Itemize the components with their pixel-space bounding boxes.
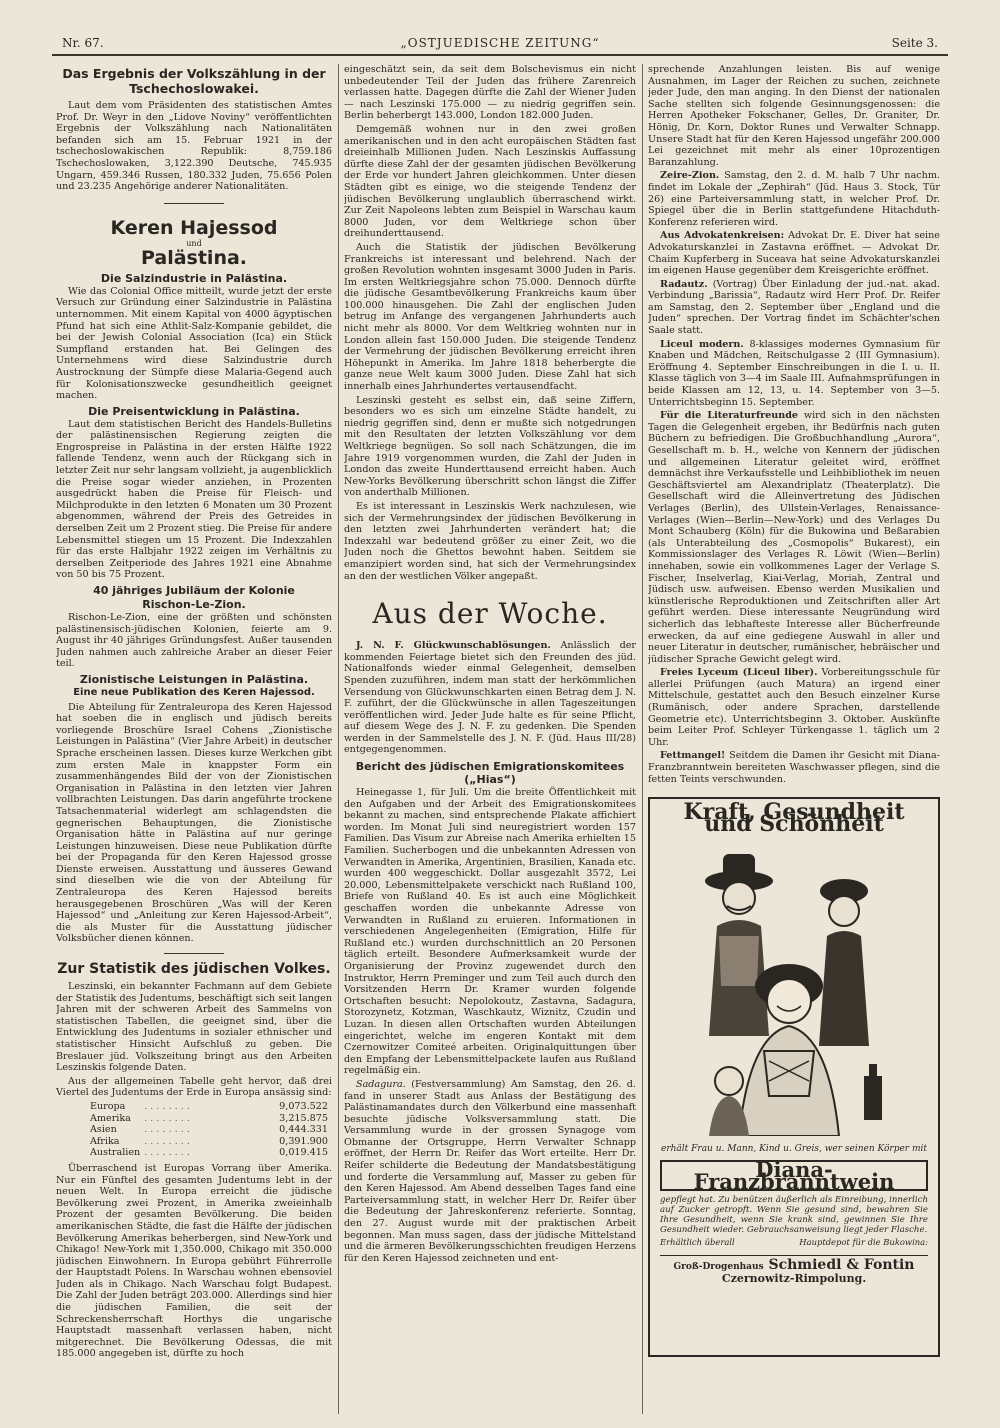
article-paragraph: Aus der allgemeinen Tabelle geht hervor, daß drei Viertel des Judentums der Erde in Europa ansässig sind:	[56, 1075, 332, 1099]
section-title-palaestina: Palästina.	[140, 246, 248, 269]
news-item-zeire	[648, 170, 940, 228]
article-title-salt: Die Salzindustrie in Palästina.	[100, 271, 288, 285]
news-lead: Für die Literaturfreunde	[660, 410, 799, 422]
table-row	[90, 1113, 332, 1125]
table-row	[90, 1136, 332, 1148]
article-title-jubilee: 40 jähriges Jubiläum der Kolonie	[93, 584, 295, 597]
news-lead: J. N. F. Glückwunschablösungen.	[356, 640, 551, 652]
section-title-woche: Aus der Woche.	[372, 597, 608, 631]
table-leader: . . . . . . . .	[144, 1147, 190, 1159]
table-cell-region: Europa	[90, 1100, 126, 1112]
page-header	[52, 32, 948, 56]
news-lead: Liceul modern.	[660, 338, 744, 350]
news-text: Seitdem die Damen ihr Gesicht mit Diana-Franzbranntwein bereiteten Waschwasser pflegen, sind die fetten Teints verschwunden.	[648, 750, 940, 785]
article-paragraph: Es ist interessant in Leszinskis Werk nachzulesen, wie sich der Vermehrungsindex der jüdischen Bevölkerung in den letzten zwei Jahrhunderten verändert hat; die Indexzahl war bedeutend größer zu einer Zeit, wo die Juden noch die Ghettos bewohnt haben. Seitdem sie emanzipiert worden sind, hat sich der Vermehrungsindex an den der westlichen Völker angepaßt.	[344, 500, 636, 582]
article-paragraph: Überraschend ist Europas Vorrang über Amerika. Nur ein Fünftel des gesamten Judentums lebt in der neuen Welt. In Europa erreicht die jüdische Bevölkerung zwei Prozent, in Amerika zweieinhalb Prozent der gesamten Bevölkerung. Die beiden amerikanischen Städte, die fast die Hälfte der jüdischen Bevölkerung Amerikas beherbergen, sind New-York und Chikago! New-York mit 1,350.000, Chikago mit 350.000 jüdischen Einwohnern. In Europa gebührt Führerrolle der Hauptstadt Polens. In Warschau wohnen ebensoviel Juden als in Chikago. Nach Warschau folgt Budapest. Die Zahl der Juden beträgt 203.000. Allerdings sind hier die jüdischen Familien, die seit der Schreckensherrschaft Horthys die ungarische Hauptstadt massenhaft verlassen haben, nicht mitgerechnet. Die Bevölkerung Odessas, die mit 185.000 angegeben ist, dürfte zu hoch	[56, 1162, 332, 1360]
table-row	[90, 1101, 332, 1113]
ad-shop-type: Groß-Drogenhaus	[673, 1261, 764, 1272]
ad-text: gepflegt hat. Zu benützen äußerlich als Einreibung, innerlich auf Zucker getropft. Wenn Sie gesund sind, bewahren Sie Ihre Gesundheit, wenn Sie krank sind, gewinnen Sie Ihre Gesundheit wieder. Gebrauchsanweisung liegt jeder Flasche.	[660, 1195, 928, 1236]
table-cell-value: 3,215.875	[279, 1112, 328, 1124]
divider	[164, 203, 224, 204]
column-rule	[642, 64, 643, 1414]
news-lead: Freies Lyceum (Liceul liber).	[660, 667, 818, 679]
advertisement	[648, 797, 940, 1357]
column-1	[56, 64, 332, 1414]
article-paragraph: Wie das Colonial Office mitteilt, wurde jetzt der erste Versuch zur Gründung einer Salzindustrie in Palästina unternommen. Mit einem Kapital von 4000 ägyptischen Pfund hat sich eine Athlit-Salz-Kompanie gebildet, die bei der Jewish Colonial Association (Ica) ein Stück Sumpfland erstanden hat. Bei Gelingen des Unternehmens wird diese Salzindustrie durch Austrocknung der Sümpfe diese Malaria-Gegend auch für Kolonisationszwecke gesundheitlich geeignet machen.	[56, 285, 332, 402]
article-paragraph: sprechende Anzahlungen leisten. Bis auf wenige Ausnahmen, im Lager der Reichen zu suchen, zeichnete jeder Jude, den man anging. In den Dienst der nationalen Sache stellten sich folgende Gesinnungsgenossen: die Herren Apotheker Fokschaner, Gelles, Dr. Graniter, Dr. Hönig, Dr. Korn, Doktor Runes und Verwalter Schnapp. Unsere Stadt hat für den Keren Hajessod ungefähr 200.000 Lei gezeichnet mit mehr als einer 10prozentigen Baranzahlung.	[648, 64, 940, 168]
article-title-prices: Die Preisentwicklung in Palästina.	[88, 404, 300, 418]
issue-number: Nr. 67.	[62, 36, 104, 50]
article-paragraph: Rischon-Le-Zion, eine der größten und schönsten palästinensisch-jüdischen Kolonien, feierte am 9. August ihr 40 jähriges Gründungsfest. Außer tausenden Juden nahmen auch zahlreiche Araber an dieser Feier teil.	[56, 612, 332, 670]
table-leader: . . . . . . . .	[144, 1112, 190, 1124]
article-paragraph: Die Abteilung für Zentraleuropa des Keren Hajessod hat soeben die in englisch und jüdisch bereits vorliegende Broschüre Israel Cohens „Zionistische Leistungen in Palästina“ (Vier Jahre Arbeit) in deutscher Sprache erscheinen lassen. Dieses kurze Werkchen gibt zum ersten Male in knappster Form ein zusammenhängendes Bild der von der Zionistischen Organisation in Palästina in den letzten vier Jahren vollbrachten Leistungen. Das darin angeführte trockene Tatsachenmaterial widerlegt am schlagendsten die gegnerischen Behauptungen, die Zionistische Organisation hätte in Palästina auf nur geringe Leistungen hinzuweisen. Diese neue Publikation dürfte bei der Propaganda für den Keren Hajessod grosse Dienste erweisen. Ausstattung und äusseres Gewand sind dieselben wie die von der Abteilung für Zentraleuropa des Keren Hajessod bereits herausgegebenen Broschüren „Was will der Keren Hajessod“ und „Anleitung zur Keren Hajessod-Arbeit“, die als Muster für die Ausstattung jüdischer Volksbücher dienen können.	[56, 701, 332, 945]
section-title-und: und	[186, 238, 202, 248]
ad-availability: Erhältlich überall	[660, 1237, 735, 1248]
news-item-liceul	[648, 339, 940, 409]
table-cell-region: Amerika	[90, 1112, 131, 1124]
article-paragraph: Leszinski, ein bekannter Fachmann auf dem Gebiete der Statistik des Judentums, beschäftigt sich seit langen Jahren mit der schweren Arbeit des Sammelns von statistischen Tabellen, die geeignet sind, über die Entwicklung des Judentums in sozialer ethnischer und statistischer Hinsicht Aufschluß zu geben. Die Breslauer jüd. Volkszeitung bringt aus den Arbeiten Leszinskis folgende Daten.	[56, 981, 332, 1074]
news-item-sadagura	[344, 1079, 636, 1265]
ad-availability-row	[660, 1237, 928, 1249]
news-lead: Sadagura.	[356, 1078, 406, 1090]
ad-brand: Diana-Franzbranntwein	[660, 1160, 928, 1191]
ad-shop	[660, 1255, 928, 1274]
news-lead: Zeire-Zion.	[660, 170, 720, 182]
article-title-jubilee-sub: Rischon-Le-Zion.	[142, 598, 246, 611]
article-subtitle-zionist: Eine neue Publikation des Keren Hajessod.	[73, 686, 315, 698]
news-text: Advokat Dr. E. Diver hat seine Advokaturskanzlei in Zastavna eröffnet. — Advokat Dr. Chaim Kupferberg in Suceava hat seine Advokaturskanzlei im eigenen Hause gegenüber dem Kreisgerichte eröffnet.	[648, 230, 940, 277]
column-rule	[338, 64, 339, 1414]
table-leader: . . . . . . . .	[144, 1100, 190, 1112]
news-text: Samstag, den 2. d. M. halb 7 Uhr nachm. findet im Lokale der „Zephirah“ (Jüd. Haus 3. Stock, Tür 26) eine Parteiversammlung statt, in welcher Prof. Dr. Spiegel über die in Berlin stattgefundene Hitachduth-Konferenz referieren wird.	[648, 170, 940, 228]
article-paragraph: Demgemäß wohnen nur in den zwei großen amerikanischen und in den acht europäischen Städten fast dreieinhalb Millionen Juden. Nach Leszinskis Auffassung dürfte diese Zahl der der gesamten jüdischen Bevölkerung der Erde vor hundert Jahren gleichkommen. Unter diesen Städten gibt es einige, wo die steigende Tendenz der jüdischen Bevölkerung unglaublich überraschend wirkt. Zur Zeit Napoleons lebten zum Beispiel in Warschau kaum 8000 Juden, vor dem Weltkriege schon über dreihunderttausend.	[344, 123, 636, 240]
ad-subtitle: erhält Frau u. Mann, Kind u. Greis, wer seinen Körper mit	[661, 1144, 927, 1155]
news-lead: Aus Advokatenkreisen:	[660, 230, 785, 242]
news-item-literatur	[648, 410, 940, 665]
news-text: (Festversammlung) Am Samstag, den 26. d. fand in unserer Stadt aus Anlass der Bestätigung des Palästinamandates durch den Völkerbund eine massenhaft besuchte jüdische Volksversammlung statt. Die Versammlung wurde in der grossen Synagoge vom Obmanne der Ortsgruppe, Herrn Verwalter Schnapp eröffnet, der Herrn Dr. Reifer das Wort erteilte. Herr Dr. Reifer schilderte die Bedeutung der Mandatsbestätigung und forderte die Versammlung auf, Masser zu geben für den Keren Hajessod. Am Abend desselben Tages fand eine Parteiversammlung statt, in welcher Herr Dr. Reifer über die Bedeutung der Jahreskonferenz referierte. Sonntag, den 27. August wurde mit der praktischen Arbeit begonnen. Man muss sagen, dass der jüdische Mittelstand und die ärmeren Bevölkerungsschichten freudigen Herzens für den Keren Hajessod zeichneten und ent-	[344, 1078, 636, 1264]
article-paragraph: Laut dem statistischen Bericht des Handels-Bulletins der palästinensischen Regierung zeigten die Engrospreise in Palästina in der ersten Hälfte 1922 fallende Tendenz, wenn auch der Rückgang sich in letzter Zeit nur sehr langsam vollzieht, ja augenblicklich die Preise sogar wieder anziehen, in Prozenten ausgedrückt haben die Preise für Fleisch- und Milchprodukte in den letzten 6 Monaten um 30 Prozent abgenommen, während der Preis des Getreides in derselben Zeit um 2 Prozent stieg. Die Preise für andere Lebensmittel stiegen um 15 Prozent. Die Indexzahlen für das erste Halbjahr 1922 zeigen im Verhältnis zu derselben Zeitperiode des Jahres 1921 eine Abnahme von 50 bis 75 Prozent.	[56, 418, 332, 581]
newspaper-title: „OSTJUEDISCHE ZEITUNG“	[400, 36, 600, 50]
ad-depot: Hauptdepot für die Bukowina:	[799, 1237, 928, 1248]
news-lead: Fettmangel!	[660, 750, 726, 762]
news-text: wird sich in den nächsten Tagen die Gelegenheit ergeben, ihr Bedürfnis nach guten Büchern zu befriedigen. Die Großbuchhandlung „Aurora“, Gesellschaft m. b. H., welche von Kennern der jüdischen und allgemeinen Literatur geleitet wird, eröffnet demnächst ihre Verkaufsstelle und Leihbibliothek im neuen Geschäftsviertel am Alexandriplatz (Theaterplatz). Die Gesellschaft wird die Alleinvertretung des Jüdischen Verlages (Berlin), des Ullstein-Verlages, Renaissance-Verlages (Wien—Berlin—New-York) und des Verlages Du Mont Schauberg (Köln) für die Bukowina und Beßarabien (als Unterabteilung des „Cosmopolis“ Bukarest), ein Kommissionslager des Verlages R. Löwit (Wien—Berlin) innehaben, sowie ein vollkommenes Lager der Verlage S. Fischer, Inselverlag, Kiai-Verlag, Moriah, Zentral und Jüdisch usw. aufweisen. Ebenso werden Musikalien und künstlerische Reproduktionen und Zeitschriften aller Art geführt werden. Diese interessante Neugründung wird sicherlich das lebhafteste Interesse aller Bücherfreunde erwecken, da auf eine gediegene Auswahl in aller und neuer Literatur in deutscher, rumänischer, hebräischer und jüdischer Sprache Gewicht gelegt wird.	[648, 410, 940, 665]
table-leader: . . . . . . . .	[144, 1124, 190, 1136]
page-number: Seite 3.	[891, 36, 938, 50]
article-title-hias: Bericht des jüdischen Emigrationskomitees („Hias“)	[355, 760, 625, 787]
news-item-lyceum	[648, 667, 940, 748]
article-paragraph: Heinegasse 1, für Juli. Um die breite Öffentlichkeit mit den Aufgaben und der Arbeit des Emigrationskomitees bekannt zu machen, sind entsprechende Plakate affichiert worden. Im Monat Juli sind neuregistriert worden 157 Familien. Das Visum zur Abreise nach Amerika erhielten 15 Familien. Sucherbogen und die unbekannten Adressen von Verwandten in Amerika, Argentinien, Brasilien, Kanada etc. wurden 400 weggeschickt. Dollar ausgezahlt 3572, Lei 20.000, Lebensmittelpakete verschickt nach Rußland 100, Briefe von Rußland 40. Es ist auch eine Möglichkeit geschaffen worden die unbekannte Adresse von Verwandten in Rußland zu eruieren. Informationen in verschiedenen Angelegenheiten (Emigration, Hilfe für Rußland etc.) wurden durchschnittlich an 20 Personen täglich erteilt. Besondere Aufmerksamkeit wurde der Organisierung der Provinz zugewendet durch den Instruktor, Herrn Preminger und zum Teil auch durch den Vorsitzenden Herrn Dr. Kramer wurden folgende Ortschaften besucht: Nepolokoutz, Zastavna, Sadagura, Storozynetz, Kotzman, Waschkautz, Wiznitz, Czudin und Luzan. In diesen allen Ortschaften wurden Abteilungen eingerichtet, welche im engeren Kontakt mit dem Czernowitzer Comiteé arbeiten. Originalquittungen über den Empfang der Lebensmittelpackete laufen aus Rußland regelmäßig ein.	[344, 787, 636, 1077]
table-cell-value: 0,444.331	[279, 1124, 328, 1136]
news-item-fettmangel	[648, 750, 940, 785]
column-2	[344, 64, 636, 1414]
table-cell-value: 9,073.522	[279, 1100, 328, 1112]
article-title-census: Das Ergebnis der Volkszählung in der Tschechoslowakei.	[62, 66, 326, 96]
article-paragraph: eingeschätzt sein, da seit dem Bolschevismus ein nicht unbedeutender Teil der Juden das frühere Zarenreich verlassen hatte. Dagegen dürfte die Zahl der Wiener Juden — nach Leszinski 175.000 — zu niedrig gegriffen sein. Berlin beherbergt 143.000, London 182.000 Juden.	[344, 64, 636, 122]
ad-title: Kraft, Gesundheit und Schönheit	[683, 799, 905, 837]
table-cell-region: Afrika	[90, 1135, 120, 1147]
article-paragraph: Leszinski gesteht es selbst ein, daß seine Ziffern, besonders wo es sich um einzelne Städte handelt, zu niedrig gegriffen sind, denn er mußte sich notgedrungen mit den Resultaten der letzten Volkszählung vor dem Weltkriege begnügen. So soll nach Schätzungen, die im Jahre 1919 vorgenommen wurden, die Zahl der Juden in London das zweite Hunderttausend erreicht haben. Auch New-Yorks Bevölkerung überschritt schon längst die Ziffer von anderthalb Millionen.	[344, 394, 636, 499]
column-3	[648, 64, 940, 1414]
news-lead: Radautz.	[660, 278, 708, 290]
news-text: Vorbereitungsschule für allerlei Prüfungen (auch Matura) an irgend einer Mittelschule, gestattet auch den Besuch einzelner Kurse (Rumänisch, oder andere Sprachen, darstellende Geometrie etc). Unterrichtsbeginn 3. Oktober. Auskünfte beim Leiter Prof. Schleyer Türkengasse 1. täglich um 2 Uhr.	[648, 667, 940, 748]
table-cell-value: 0,019.415	[279, 1147, 328, 1159]
table-row	[90, 1147, 332, 1159]
table-cell-value: 0,391.900	[279, 1135, 328, 1147]
table-row	[90, 1124, 332, 1136]
article-title-statistics: Zur Statistik des jüdischen Volkes.	[57, 961, 331, 978]
table-cell-region: Asien	[90, 1124, 117, 1136]
news-text: (Vortrag) Über Einladung der jud.-nat. akad. Verbindung „Barissia“, Radautz wird Herr Prof. Dr. Reifer am Samstag, den 2. September über „England und die Juden“ sprechen. Der Vortrag findet im Schächter'schen Saale statt.	[648, 278, 940, 337]
table-cell-region: Australien	[90, 1147, 141, 1159]
article-title-zionist: Zionistische Leistungen in Palästina.	[79, 672, 309, 686]
news-item-advokaten	[648, 230, 940, 276]
news-text: 8-klassiges modernes Gymnasium für Knaben und Mädchen, Reitschulgasse 2 (III Gymnasium). Eröffnung 4. September Einschreibungen in die I. u. II. Klasse täglich von 3—4 im Saale III. Aufnahmsprüfungen in beide Klassen am 12, 13, u. 14. September von 3—5. Unterrichtsbeginn 15. September.	[648, 338, 940, 408]
section-title-keren: Keren Hajessod	[110, 216, 278, 239]
news-text: Anlässlich der kommenden Feiertage bietet sich den Freunden des jüd. Nationalfonds wieder einmal Gelegenheit, demselben Spenden zuzuführen, indem man statt der herkömmlichen Versendung von Glückwunschkarten einen Betrag dem J. N. F. zuführt, der die Glückwünsche in allen Tageszeitungen veröffentlichen wird. Jeder Jude halte es für seine Pflicht, auf diesem Wege des J. N. F. zu gedenken. Die Spenden werden in der Sammelstelle des J. N. F. (Jüd. Haus III/28) entgegengenommen.	[344, 640, 636, 756]
news-item-jnf	[344, 640, 636, 756]
ad-shop-name: Schmiedl & Fontin	[768, 1256, 915, 1273]
article-paragraph: Auch die Statistik der jüdischen Bevölkerung Frankreichs ist interessant und belehrend. Nach der großen Revolution wohnten insgesamt 3000 Juden in Paris. Im ersten Weltkriegsjahre schon 75.000. Dennoch dürfte die jüdische Gesamtbevölkerung Frankreichs kaum über 100.000 hinausgehen. Die Zahl der englischen Juden betrug im Anfange des vergangenen Jahrhunderts auch nicht mehr als 8000. Vor dem Weltkrieg wohnten nur in London allein fast 150.000 Juden. Die steigende Tendenz der Vermehrung der jüdischen Bevölkerung erreicht ihren Höhepunkt in Amerika. Im Jahre 1818 beherbergte die ganze neue Welt kaum 3000 Juden. Diese Zahl hat sich innerhalb eines Jahrhundertes vertausendfacht.	[344, 241, 636, 393]
article-paragraph: Laut dem vom Präsidenten des statistischen Amtes Prof. Dr. Weyr in den „Lidove Noviny“ veröffentlichten Ergebnis der Volkszählung nach Nationalitäten befanden sich am 15. Februar 1921 in der tschechoslowakischen Republik: 8,759.186 Tschechoslowaken, 3,122.390 Deutsche, 745.935 Ungarn, 459.346 Russen, 180.332 Juden, 75.656 Polen und 23.235 Angehörige anderer Nationalitäten.	[56, 100, 332, 193]
ad-city: Czernowitz-Rimpolung.	[721, 1272, 867, 1286]
table-leader: . . . . . . . .	[144, 1135, 190, 1147]
divider	[164, 953, 224, 954]
news-item-radautz	[648, 279, 940, 337]
population-table	[90, 1101, 332, 1159]
ad-illustration	[669, 836, 919, 1136]
